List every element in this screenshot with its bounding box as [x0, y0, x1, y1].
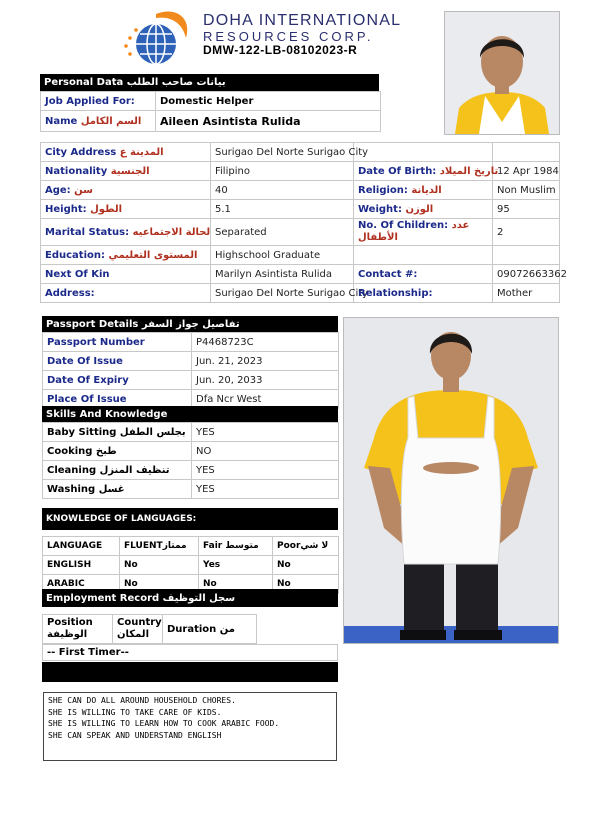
field-label [41, 200, 211, 219]
skill-value: YES [192, 461, 339, 480]
field-value: Marilyn Asintista Rulida [211, 265, 354, 284]
passport-value: Jun. 20, 2033 [192, 371, 339, 390]
full-body-photo [343, 317, 559, 644]
table-row [43, 371, 339, 390]
remarks-box [43, 692, 337, 761]
field-label [354, 181, 493, 200]
skill-label-en: Baby Sitting [47, 426, 117, 438]
field-label [41, 181, 211, 200]
personal-data-header: Personal Data بيانات صاحب الطلب [40, 74, 379, 91]
table-row [43, 556, 339, 575]
field-label-ar: الجنسية [110, 165, 150, 177]
field-value [493, 143, 560, 162]
language-level: No [120, 575, 199, 594]
field-label [354, 246, 493, 265]
field-label-ar: عدد الأطفال [358, 220, 470, 243]
field-label-en: Religion: [358, 184, 408, 196]
language-col-header: FLUENTممتاز [120, 537, 199, 556]
field-label-en: City Address [45, 146, 117, 158]
field-value: 09072663362 [493, 265, 560, 284]
language-level: No [273, 575, 339, 594]
employment-table [42, 614, 257, 644]
first-timer-row [42, 644, 338, 661]
field-label [354, 162, 499, 181]
table-row [43, 615, 257, 644]
employment-header: Employment Record سجل التوظيف [42, 589, 338, 607]
table-row [43, 333, 339, 352]
employment-col-duration: Duration من [163, 615, 257, 644]
field-label [41, 265, 211, 284]
field-label-en: Contact #: [358, 268, 418, 280]
language-name: ARABIC [43, 575, 120, 594]
passport-table [42, 332, 339, 409]
field-value: 40 [211, 181, 354, 200]
table-row [43, 480, 339, 499]
job-value: Domestic Helper [156, 92, 381, 111]
field-label [354, 284, 493, 303]
field-label-en: Age: [45, 184, 71, 196]
table-row [43, 423, 339, 442]
field-label-en: Date Of Birth: [358, 165, 437, 177]
language-level: No [199, 575, 273, 594]
name-value: Aileen Asintista Rulida [156, 111, 381, 132]
first-timer-text: -- First Timer-- [47, 647, 129, 658]
passport-label: Place Of Issue [43, 390, 192, 409]
passport-value: Jun. 21, 2023 [192, 352, 339, 371]
passport-label: Passport Number [43, 333, 192, 352]
field-label-ar: المدينة ع [119, 146, 164, 158]
skill-label [43, 461, 192, 480]
field-label-en: Height: [45, 203, 87, 215]
table-row [41, 200, 560, 219]
skill-label [43, 423, 192, 442]
language-col-header: Poorلا شي [273, 537, 339, 556]
table-header-row [43, 537, 339, 556]
field-label-ar: سن [74, 184, 94, 196]
skills-header: Skills And Knowledge [42, 406, 338, 422]
table-row [41, 92, 381, 111]
field-label [41, 162, 211, 181]
skill-value: YES [192, 480, 339, 499]
field-label-en: Weight: [358, 203, 402, 215]
field-label [354, 200, 493, 219]
passport-value: P4468723C [192, 333, 339, 352]
remark-line: SHE CAN SPEAK AND UNDERSTAND ENGLISH [48, 730, 222, 740]
black-divider [42, 662, 338, 682]
table-row [41, 143, 560, 162]
skill-label [43, 442, 192, 461]
language-col-header: LANGUAGE [43, 537, 120, 556]
field-value: 12 Apr 1984 [493, 162, 560, 181]
personal-details-table [40, 142, 567, 303]
field-value: Filipino [211, 162, 354, 181]
field-label [354, 219, 493, 246]
skill-label-en: Cooking [47, 445, 93, 457]
table-row [43, 442, 339, 461]
remark-line: SHE IS WILLING TO LEARN HOW TO COOK ARABIC FOOD. [48, 719, 280, 728]
table-row [43, 461, 339, 480]
field-label-en: Address: [45, 287, 95, 299]
field-value: Highschool Graduate [211, 246, 354, 265]
passport-label: Date Of Expiry [43, 371, 192, 390]
field-label-ar: تاريخ الميلاد [439, 165, 499, 177]
field-label-en: Next Of Kin [45, 268, 110, 280]
passport-value: Dfa Ncr West [192, 390, 339, 409]
skill-label-ar: غسل [98, 483, 125, 495]
portrait-photo [444, 11, 560, 135]
field-label [41, 284, 211, 303]
language-col-header: Fair متوسط [199, 537, 273, 556]
remark-line: SHE CAN DO ALL AROUND HOUSEHOLD CHORES. [48, 696, 236, 705]
skill-label-en: Cleaning [47, 464, 97, 476]
skill-value: YES [192, 423, 339, 442]
job-name-table [40, 91, 381, 132]
company-ref-code: DMW-122-LB-08102023-R [203, 43, 358, 57]
field-value: 2 [493, 219, 560, 246]
table-row [43, 352, 339, 371]
table-row [41, 284, 560, 303]
field-label-ar: لحالة الاجتماعيه [132, 226, 211, 238]
field-value: 95 [493, 200, 560, 219]
field-label [354, 265, 493, 284]
field-value: Surigao Del Norte Surigao City [211, 284, 354, 303]
skill-label [43, 480, 192, 499]
employment-col-country: Country المكان [113, 615, 163, 644]
field-label-ar: الوزن [405, 203, 434, 215]
languages-table [42, 536, 339, 594]
language-level: Yes [199, 556, 273, 575]
language-name: ENGLISH [43, 556, 120, 575]
passport-label: Date Of Issue [43, 352, 192, 371]
field-label-en: Education: [45, 249, 105, 261]
full-body-icon [344, 318, 558, 643]
company-logo-icon [116, 8, 196, 70]
field-label [41, 143, 211, 162]
field-value: 5.1 [211, 200, 354, 219]
skill-value: NO [192, 442, 339, 461]
field-label [354, 143, 493, 162]
language-level: No [120, 556, 199, 575]
field-label-en: Nationality [45, 165, 108, 177]
job-label: Job Applied For: [41, 92, 156, 111]
name-label-ar: السم الكامل [80, 115, 142, 127]
company-name: DOHA INTERNATIONAL [203, 12, 402, 29]
language-level: No [273, 556, 339, 575]
name-label-en: Name [45, 115, 78, 127]
field-value [493, 246, 560, 265]
table-row [41, 265, 560, 284]
field-value: Mother [493, 284, 560, 303]
field-value: Separated [211, 219, 354, 246]
portrait-icon [445, 12, 559, 134]
employment-col-position: Position الوظيفة [43, 615, 113, 644]
field-label-ar: الطول [90, 203, 122, 215]
name-label [41, 111, 156, 132]
table-row [41, 181, 560, 200]
skill-label-ar: تنظيف المنزل [99, 464, 170, 476]
languages-header: KNOWLEDGE OF LANGUAGES: [42, 508, 338, 530]
field-value: Surigao Del Norte Surigao City [211, 143, 354, 162]
table-row [41, 219, 560, 246]
field-label-ar: المستوى التعليمي [108, 249, 198, 261]
field-label [41, 219, 211, 246]
field-label-en: Relationship: [358, 287, 433, 299]
field-label [41, 246, 211, 265]
company-name-line2: RESOURCES CORP. [203, 29, 374, 44]
field-label-ar: الديانة [411, 184, 442, 196]
table-row [41, 111, 381, 132]
skills-table [42, 422, 339, 499]
skill-label-ar: بجلس الطفل [119, 426, 186, 438]
passport-header: Passport Details تفاصيل جواز السفر [42, 316, 338, 332]
table-row [41, 162, 560, 181]
field-label-en: No. Of Children: [358, 220, 449, 231]
skill-label-en: Washing [47, 483, 96, 495]
remark-line: SHE IS WILLING TO TAKE CARE OF KIDS. [48, 707, 222, 717]
skill-label-ar: طبخ [95, 445, 117, 457]
table-row [41, 246, 560, 265]
field-label-en: Marital Status: [45, 226, 130, 238]
field-value: Non Muslim [493, 181, 560, 200]
